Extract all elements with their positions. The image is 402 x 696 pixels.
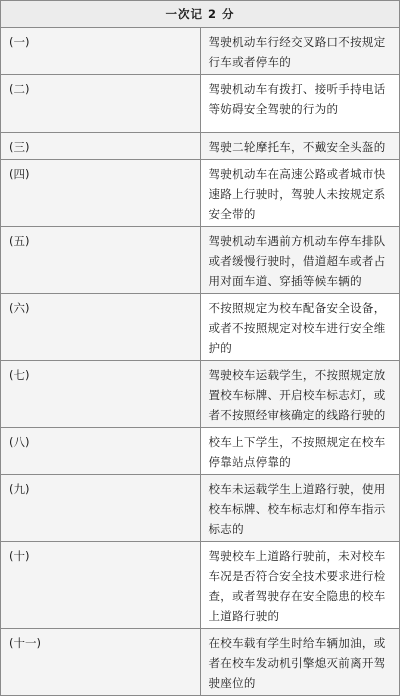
row-text: 校车未运载学生上道路行驶，使用校车标牌、校车标志灯和停车指示标志的	[200, 475, 400, 542]
table-row	[1, 428, 400, 475]
row-number: (一)	[1, 28, 201, 75]
row-number: (七)	[1, 361, 201, 428]
row-number: (六)	[1, 294, 201, 361]
row-number: (九)	[1, 475, 201, 542]
row-number: (二)	[1, 75, 201, 133]
row-number: (十)	[1, 542, 201, 629]
row-text: 在校车载有学生时给车辆加油，或者在校车发动机引擎熄灭前离开驾驶座位的	[200, 629, 400, 696]
row-number: (四)	[1, 160, 201, 227]
row-text: 驾驶机动车行经交叉路口不按规定行车或者停车的	[200, 28, 400, 75]
row-text: 驾驶校车运载学生，不按照规定放置校车标牌、开启校车标志灯，或者不按照经审核确定的线路行驶的	[200, 361, 400, 428]
row-text: 驾驶机动车在高速公路或者城市快速路上行驶时，驾驶人未按规定系安全带的	[200, 160, 400, 227]
row-number: (十一)	[1, 629, 201, 696]
row-number: (五)	[1, 227, 201, 294]
table-row	[1, 361, 400, 428]
row-text: 校车上下学生，不按照规定在校车停靠站点停靠的	[200, 428, 400, 475]
table-row	[1, 133, 400, 160]
row-text: 驾驶校车上道路行驶前，未对校车车况是否符合安全技术要求进行检查，或者驾驶存在安全隐患的校车上道路行驶的	[200, 542, 400, 629]
table-row	[1, 28, 400, 75]
row-text: 不按照规定为校车配备安全设备，或者不按照规定对校车进行安全维护的	[200, 294, 400, 361]
table-row	[1, 475, 400, 542]
row-number: (八)	[1, 428, 201, 475]
table-row	[1, 542, 400, 629]
table-header-row	[1, 1, 400, 28]
table-title: 一次记 2 分	[1, 1, 400, 28]
row-text: 驾驶二轮摩托车，不戴安全头盔的	[200, 133, 400, 160]
table-row	[1, 227, 400, 294]
row-text: 驾驶机动车有拨打、接听手持电话等妨碍安全驾驶的行为的	[200, 75, 400, 133]
row-number: (三)	[1, 133, 201, 160]
table-row	[1, 160, 400, 227]
table-row	[1, 629, 400, 696]
table-row	[1, 294, 400, 361]
table-row	[1, 75, 400, 133]
row-text: 驾驶机动车遇前方机动车停车排队或者缓慢行驶时，借道超车或者占用对面车道、穿插等候车辆的	[200, 227, 400, 294]
